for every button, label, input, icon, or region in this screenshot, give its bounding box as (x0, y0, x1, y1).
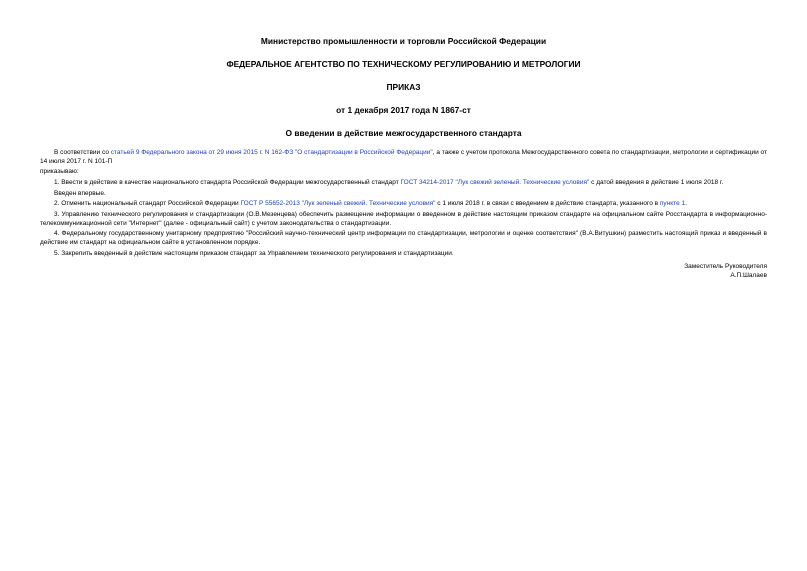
intro-paragraph (40, 149, 767, 167)
document-body (40, 149, 767, 258)
order-word: приказываю: (40, 168, 79, 176)
agency-name: ФЕДЕРАЛЬНОЕ АГЕНТСТВО ПО ТЕХНИЧЕСКОМУ РЕГУЛИРОВАНИЮ И МЕТРОЛОГИИ (226, 59, 581, 69)
introduced-first-note: Введен впервые. (54, 189, 106, 197)
signature-block (40, 262, 767, 280)
gost-34214-link[interactable]: ГОСТ 34214-2017 "Лук свежий зеленый. Технические условия" (400, 178, 590, 186)
item-1-link[interactable]: пункте 1 (659, 200, 686, 208)
paragraph-3: 3. Управлению технического регулирования и стандартизации (О.В.Мезенцева) обеспечить размещение информации о введенном в действие настоящим приказом стандарте на официальном сайте Росстандарта в информационно-телекоммуникационной сети "Интернет" (далее - официальный сайт) с учетом законодательства о стандартизации. (40, 210, 767, 227)
signatory-name: А.П.Шалаев (730, 272, 767, 280)
document-date-number: от 1 декабря 2017 года N 1867-ст (336, 105, 471, 115)
ministry-name: Министерство промышленности и торговли Российской Федерации (260, 36, 547, 46)
paragraph-2 (40, 200, 767, 209)
intro-text-2: , а также с учетом протокола Межгосударственного совета по стандартизации, метрологии и сертификации от 14 июля 2017 г. N 101-П (40, 149, 767, 165)
paragraph-1 (40, 179, 767, 188)
paragraph-2-text-1: 2. Отменить национальный стандарт Российской Федерации (54, 200, 241, 208)
paragraph-2-text-2: с 1 июля 2018 г. в связи с введением в действие стандарта, указанного в (435, 200, 660, 208)
signatory-position: Заместитель Руководителя (684, 263, 767, 271)
paragraph-1-text-2: с датой введения в действие 1 июля 2018 г. (589, 178, 724, 186)
paragraph-5: 5. Закрепить введенный в действие настоящим приказом стандарт за Управлением технического регулирования и стандартизации. (54, 249, 454, 257)
paragraph-4: 4. Федеральному государственному унитарному предприятию "Российский научно-технический центр информации по стандартизации, метрологии и оценке соответствия" (В.А.Витушкин) разместить настоящий приказ и введенный в действие им стандарт на официальном сайте в установленном порядке. (40, 230, 767, 246)
gost-r-55652-link[interactable]: ГОСТ Р 55652-2013 "Лук зеленый свежий. Технические условия" (240, 200, 436, 208)
intro-text-1: В соответствии со (54, 149, 111, 156)
law-link[interactable]: статьей 9 Федерального закона от 29 июня 2015 г. N 162-ФЗ "О стандартизации в Российской Федерации" (110, 149, 433, 156)
document-title: О введении в действие межгосударственного стандарта (285, 128, 522, 138)
paragraph-1-text-1: 1. Ввести в действие в качестве национального стандарта Российской Федерации межгосударственный стандарт (54, 178, 401, 186)
document-type: ПРИКАЗ (386, 82, 421, 92)
paragraph-2-text-3: . (685, 200, 687, 208)
